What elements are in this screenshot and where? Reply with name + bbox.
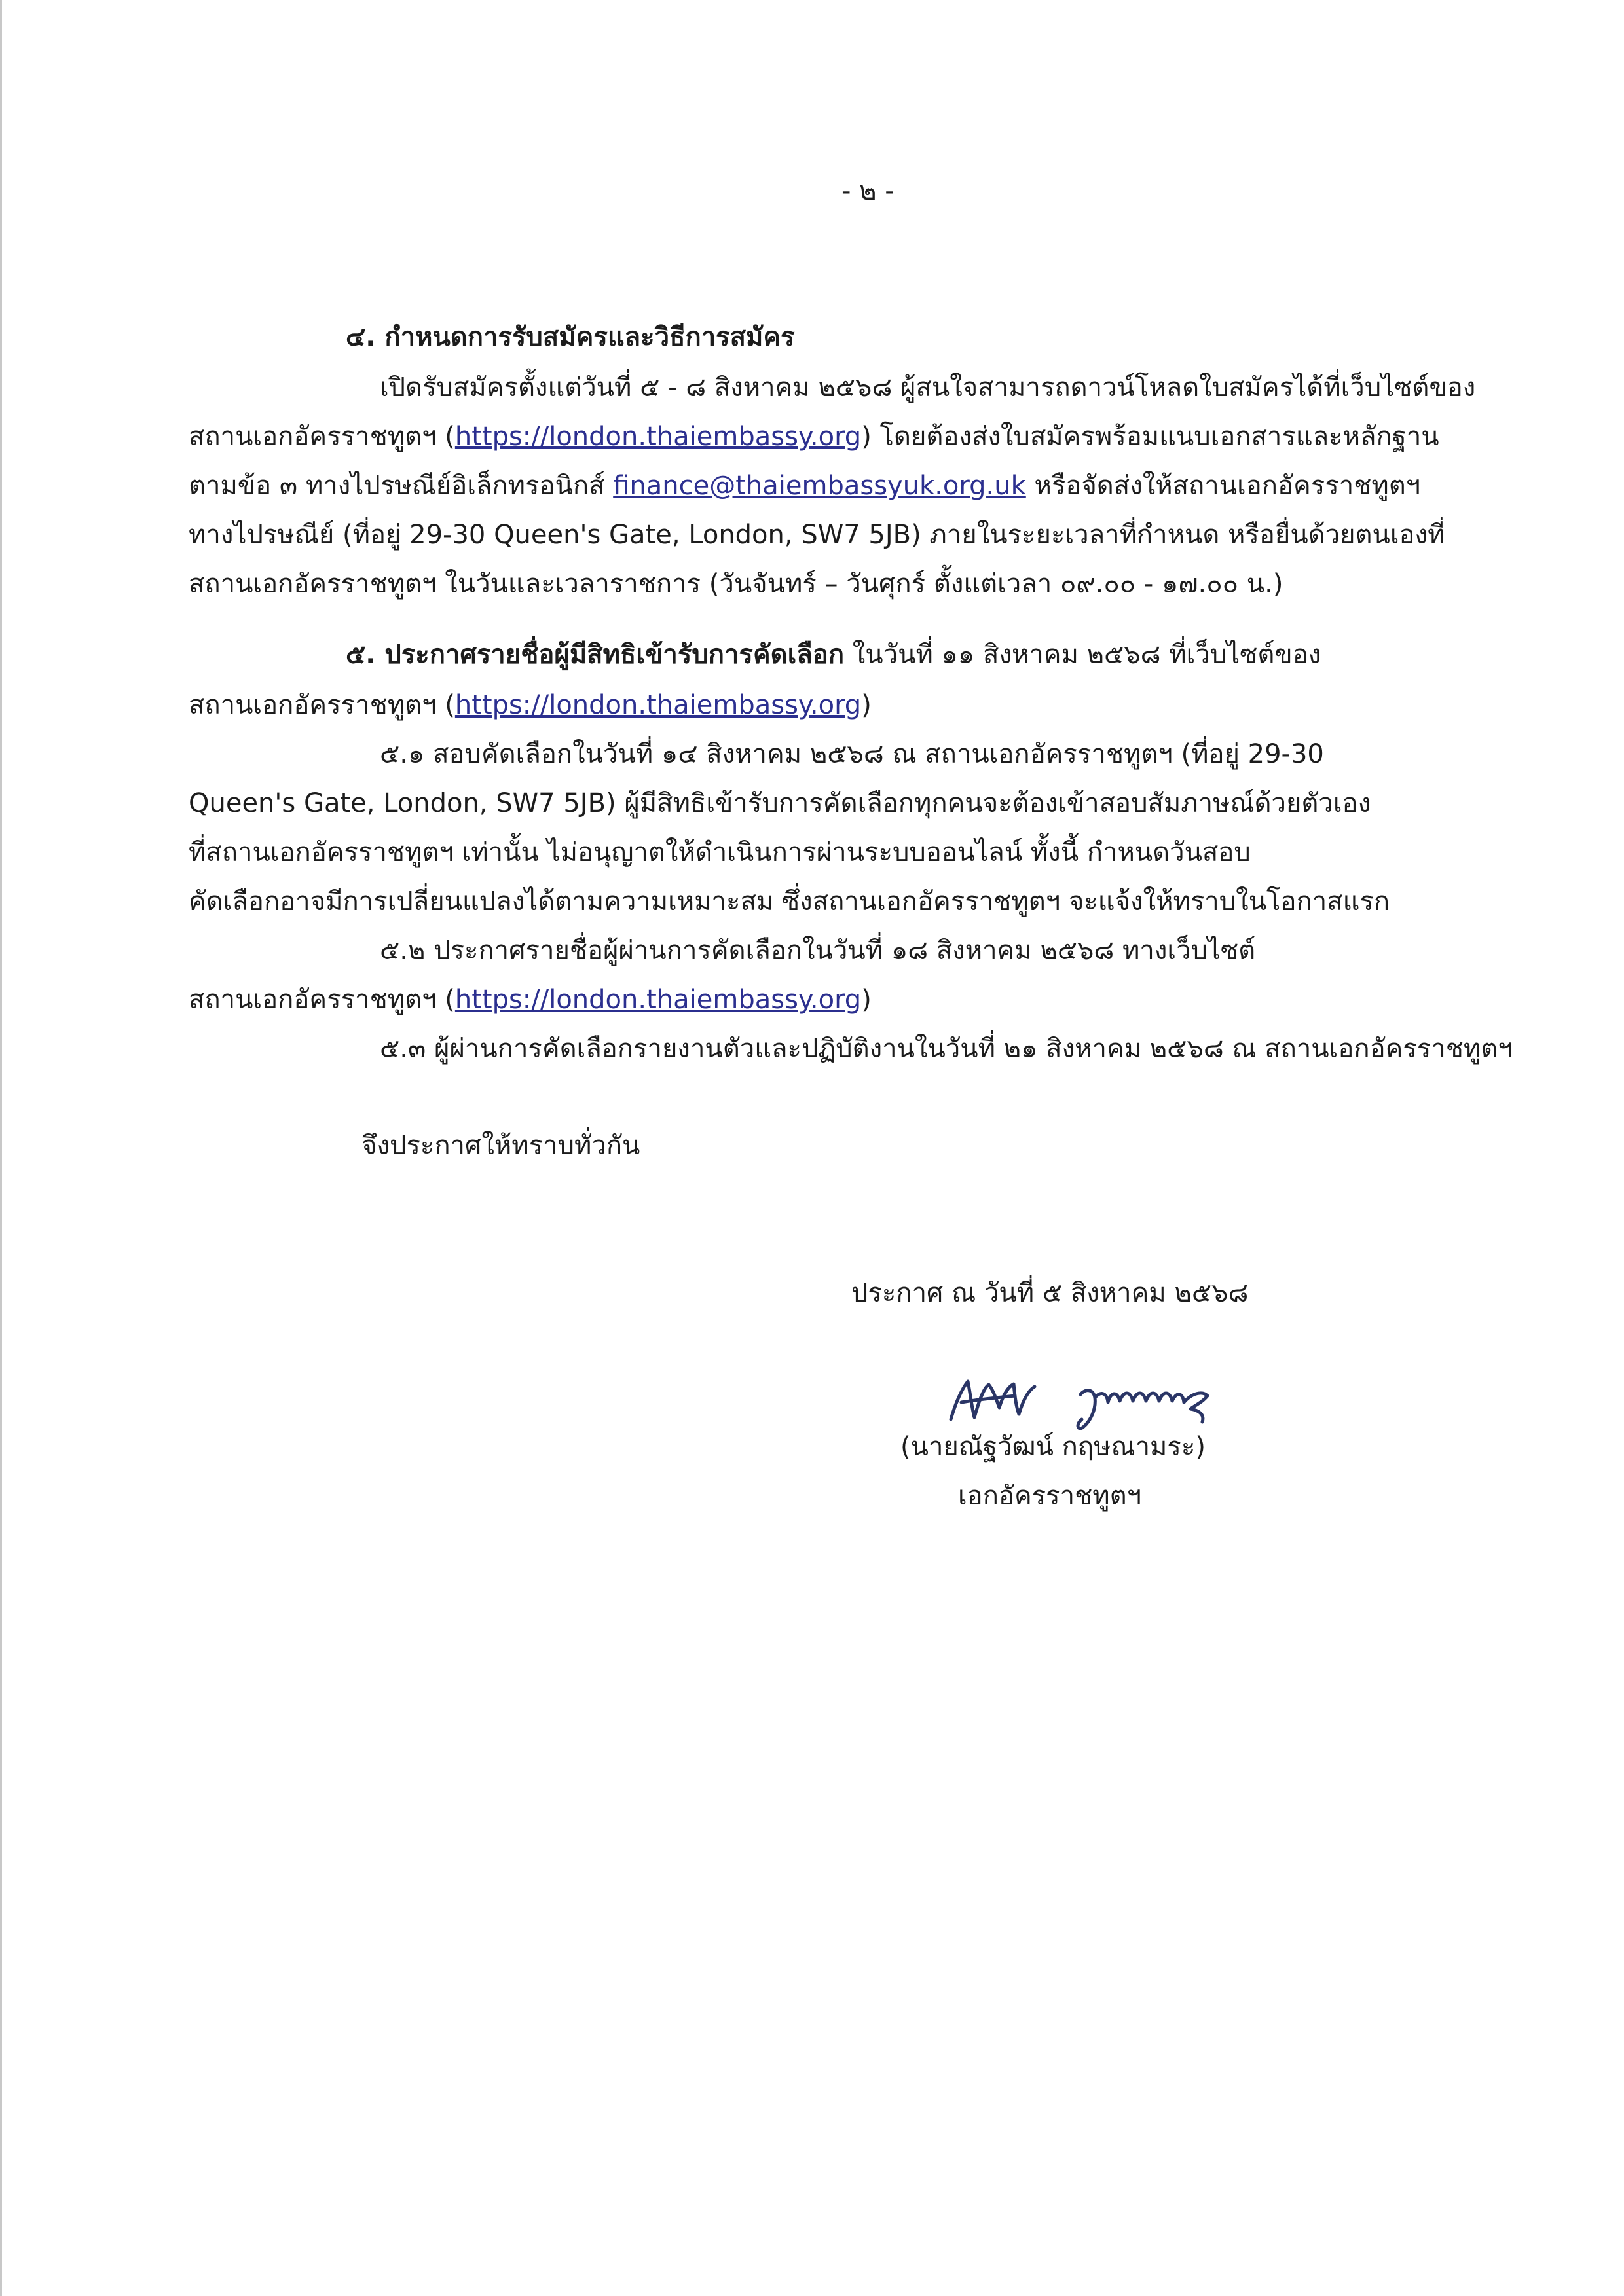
section5-line2 xyxy=(189,685,872,725)
signatory-name: (นายณัฐวัฒน์ กฤษณามระ) xyxy=(900,1432,1206,1462)
section51-line4: คัดเลือกอาจมีการเปลี่ยนแปลงได้ตามความเหมาะสม ซึ่งสถานเอกอัครราชทูตฯ จะแจ้งให้ทราบในโอกาสแรก xyxy=(189,886,1390,917)
section51-line3: ที่สถานเอกอัครราชทูตฯ เท่านั้น ไม่อนุญาตให้ดำเนินการผ่านระบบออนไลน์ ทั้งนี้ กำหนดวันสอบ xyxy=(189,837,1251,867)
section51-line2: Queen's Gate, London, SW7 5JB) ผู้มีสิทธิเข้ารับการคัดเลือกทุกคนจะต้องเข้าสอบสัมภาษณ์ด้วยตัวเอง xyxy=(189,788,1371,818)
section5-line2-post: ) xyxy=(861,690,872,720)
embassy-website-link[interactable]: https://london.thaiembassy.org xyxy=(454,422,862,452)
section4-line5: สถานเอกอัครราชทูตฯ ในวันและเวลาราชการ (วันจันทร์ – วันศุกร์ ตั้งแต่เวลา ๐๙.๐๐ - ๑๗.๐๐ น.) xyxy=(189,569,1283,599)
embassy-website-link-3[interactable]: https://london.thaiembassy.org xyxy=(454,985,862,1015)
section4-heading: ๔. กำหนดการรับสมัครและวิธีการสมัคร xyxy=(346,322,795,352)
section4-line3-pre: ตามข้อ ๓ ทางไปรษณีย์อิเล็กทรอนิกส์ xyxy=(189,471,614,501)
section52-line1: ๕.๒ ประกาศรายชื่อผู้ผ่านการคัดเลือกในวันที่ ๑๘ สิงหาคม ๒๕๖๘ ทางเว็บไซต์ xyxy=(380,936,1256,966)
section52-line2-post: ) xyxy=(861,985,872,1015)
section53-line: ๕.๓ ผู้ผ่านการคัดเลือกรายงานตัวและปฏิบัติงานในวันที่ ๒๑ สิงหาคม ๒๕๖๘ ณ สถานเอกอัครราชทูตฯ xyxy=(380,1034,1513,1064)
section5-line2-pre: สถานเอกอัครราชทูตฯ ( xyxy=(189,690,455,720)
section4-line3-post: หรือจัดส่งให้สถานเอกอัครราชทูตฯ xyxy=(1025,471,1421,501)
signatory-title: เอกอัครราชทูตฯ xyxy=(958,1481,1142,1511)
section4-line4: ทางไปรษณีย์ (ที่อยู่ 29-30 Queen's Gate, London, SW7 5JB) ภายในระยะเวลาที่กำหนด หรือยื่นด้วยตนเองที่ xyxy=(189,520,1445,550)
section4-line2 xyxy=(189,417,1439,456)
closing-statement: จึงประกาศให้ทราบทั่วกัน xyxy=(361,1131,640,1161)
section51-line1: ๕.๑ สอบคัดเลือกในวันที่ ๑๔ สิงหาคม ๒๕๖๘ ณ สถานเอกอัครราชทูตฯ (ที่อยู่ 29-30 xyxy=(380,739,1324,769)
signature-image xyxy=(943,1362,1218,1434)
section5-heading-line xyxy=(346,635,1321,674)
section4-line1: เปิดรับสมัครตั้งแต่วันที่ ๕ - ๘ สิงหาคม ๒๕๖๘ ผู้สนใจสามารถดาวน์โหลดใบสมัครได้ที่เว็บไซต์ของ xyxy=(380,373,1476,403)
embassy-website-link-2[interactable]: https://london.thaiembassy.org xyxy=(454,690,862,720)
section5-heading-rest: ในวันที่ ๑๑ สิงหาคม ๒๕๖๘ ที่เว็บไซต์ของ xyxy=(844,640,1321,670)
section4-line2-pre: สถานเอกอัครราชทูตฯ ( xyxy=(189,422,455,452)
section52-line2 xyxy=(189,980,872,1019)
section5-heading: ๕. ประกาศรายชื่อผู้มีสิทธิเข้ารับการคัดเลือก xyxy=(346,640,845,670)
scan-edge xyxy=(0,0,2,2296)
announcement-date: ประกาศ ณ วันที่ ๕ สิงหาคม ๒๕๖๘ xyxy=(851,1278,1249,1308)
section52-line2-pre: สถานเอกอัครราชทูตฯ ( xyxy=(189,985,455,1015)
page-number: - ๒ - xyxy=(841,176,895,206)
section4-line3 xyxy=(189,466,1420,505)
finance-email-link[interactable]: finance@thaiembassyuk.org.uk xyxy=(613,471,1026,501)
section4-line2-post: ) โดยต้องส่งใบสมัครพร้อมแนบเอกสารและหลักฐาน xyxy=(861,422,1439,452)
